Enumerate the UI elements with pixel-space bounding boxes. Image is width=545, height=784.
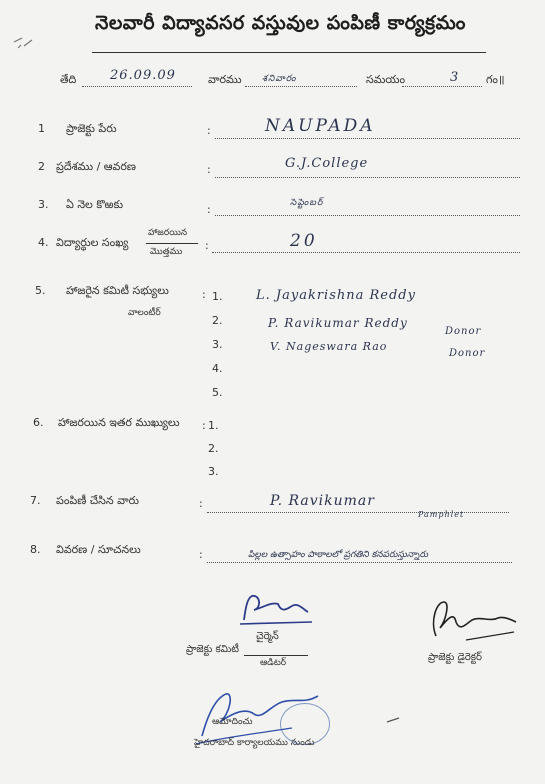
colon: : — [202, 419, 206, 432]
other-number: 2. — [208, 442, 219, 455]
member-number: 2. — [212, 314, 223, 327]
time-value: 3 — [450, 70, 460, 85]
member-name: P. Ravikumar Reddy — [268, 316, 408, 330]
colon: : — [205, 239, 209, 252]
field-7-number: 7. — [30, 494, 41, 507]
auditor-label: ఆడిటర్ — [260, 658, 287, 668]
remarks-dots — [207, 562, 512, 563]
venue-label: ప్రదేశము / ఆవరణ — [56, 160, 136, 173]
distributor-label: పంపిణీ చేసిన వారు — [56, 494, 139, 507]
venue-dots — [215, 177, 520, 178]
date-label: తేది — [60, 73, 77, 86]
member-number: 3. — [212, 338, 223, 351]
day-dots — [245, 86, 357, 87]
venue-value: G.J.College — [285, 156, 369, 171]
distributor-note: Pamphlet — [418, 510, 465, 519]
hours-label: గం॥ — [486, 73, 505, 86]
colon: : — [207, 163, 211, 176]
pen-tick-icon — [385, 716, 403, 726]
day-value: శనివారం — [262, 74, 297, 84]
director-signature-icon — [426, 596, 520, 648]
director-label: ప్రాజెక్టు డైరెక్టర్ — [428, 652, 482, 663]
member-name: V. Nageswara Rao — [270, 340, 388, 353]
field-4-number: 4. — [38, 236, 49, 249]
month-dots — [215, 215, 520, 216]
colon: : — [202, 288, 206, 301]
remarks-label: వివరణ / సూచనలు — [56, 543, 141, 556]
present-label: హాజరయిన — [148, 228, 188, 238]
date-value: 26.09.09 — [110, 68, 176, 83]
field-6-number: 6. — [33, 416, 44, 429]
member-number: 1. — [212, 290, 223, 303]
member-note: Donor — [445, 326, 482, 337]
title-underline — [92, 52, 486, 53]
project-name-dots — [215, 138, 520, 139]
project-name-label: ప్రాజెక్టు పేరు — [66, 122, 117, 135]
committee-sign-line — [244, 655, 308, 656]
students-value: 20 — [290, 231, 318, 251]
time-dots — [402, 86, 482, 87]
remarks-value: పిల్లల ఉత్సాహం పాఠాలలో ప్రగతిని కనపరుస్తున్నారు — [248, 550, 428, 560]
month-label: ఏ నెల కొఱకు — [66, 198, 124, 211]
colon: : — [199, 497, 203, 510]
students-dots — [212, 252, 520, 253]
committee-sub-label: వాలంటీర్ — [128, 308, 161, 318]
approved-label: ఆమోదించు — [212, 717, 253, 727]
colon: : — [207, 124, 211, 137]
member-note: Donor — [449, 348, 486, 359]
distributor-value: P. Ravikumar — [270, 493, 375, 509]
office-label: హైదరాబాద్ కార్యాలయము నుండు — [194, 738, 315, 748]
member-number: 5. — [212, 386, 223, 399]
field-1-number: 1 — [38, 122, 45, 135]
smudge-mark-icon — [12, 32, 42, 52]
month-value: సెప్టెంబర్ — [290, 198, 324, 208]
member-number: 4. — [212, 362, 223, 375]
field-2-number: 2 — [38, 160, 45, 173]
field-3-number: 3. — [38, 198, 49, 211]
project-name-value: NAUPADA — [265, 116, 376, 136]
committee-label: హాజరైన కమిటీ సభ్యులు — [66, 284, 169, 297]
colon: : — [199, 548, 203, 561]
other-number: 1. — [208, 419, 219, 432]
students-label: విద్యార్థుల సంఖ్య — [56, 236, 129, 249]
other-number: 3. — [208, 465, 219, 478]
field-5-number: 5. — [35, 284, 46, 297]
date-dots — [82, 86, 192, 87]
fraction-line — [146, 243, 198, 244]
chairman-label: చైర్మెన్ — [256, 631, 279, 642]
chairman-signature-icon — [238, 588, 314, 630]
others-label: హాజరయిన ఇతర ముఖ్యులు — [58, 416, 180, 429]
field-8-number: 8. — [30, 543, 41, 556]
committee-sign-label: ప్రాజెక్టు కమిటీ — [186, 644, 239, 655]
member-name: L. Jayakrishna Reddy — [256, 288, 416, 303]
total-label: మొత్తము — [150, 247, 183, 257]
time-label: సమయం — [366, 73, 406, 86]
form-title: నెలవారీ విద్యావసర వస్తువుల పంపిణీ కార్యక్రమం — [95, 12, 466, 34]
day-label: వారము — [208, 73, 242, 86]
colon: : — [207, 203, 211, 216]
